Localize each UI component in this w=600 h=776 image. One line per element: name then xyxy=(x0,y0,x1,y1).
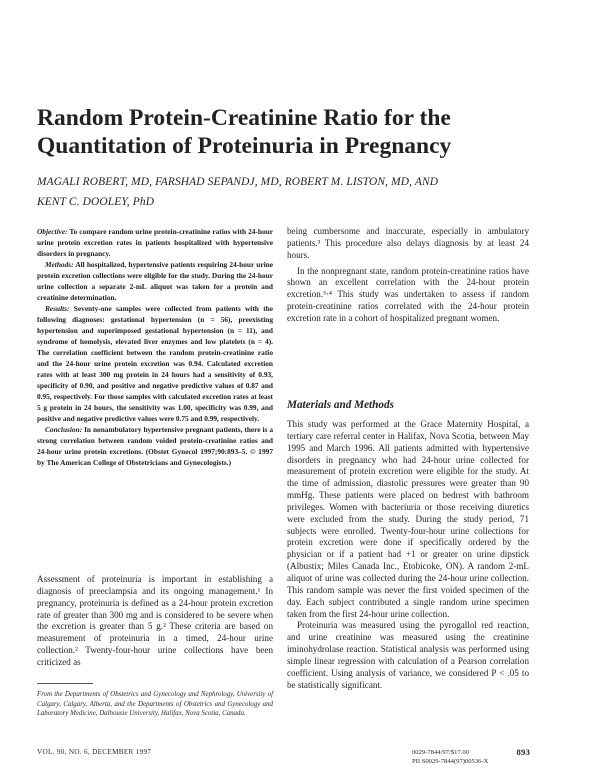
article-title: Random Protein-Creatinine Ratio for the Quantitation of Proteinuria in Pregnancy xyxy=(37,105,452,159)
affiliation-footnote: From the Departments of Obstetrics and Gynecology and Nephrology, University of Calgary, Calgary, Alberta, and the Departments of Obstetrics and Gynecology and Laboratory Medicine, Dalhousie University, Halifax, Nova Scotia, Canada. xyxy=(37,691,273,718)
page-number: 893 xyxy=(516,747,530,757)
author-line: MAGALI ROBERT, MD, FARSHAD SEPANDJ, MD, ROBERT M. LISTON, MD, AND xyxy=(37,176,439,188)
methods-paragraph: Proteinuria was measured using the pyrogallol red reaction, and urine creatinine was measured using the creatinine iminohydrolase reaction. Statistical analysis was performed using simple linear regression with calculation of a Pearson correlation coefficient. Using analysis of variance, we considered P < .05 to be statistically significant. xyxy=(287,620,529,690)
author-list xyxy=(37,172,537,212)
abstract-results: Results: Seventy-one samples were collected from patients with the following diagnoses: gestational hypertension (n = 56), preexisting hypertension and superimposed gestational hypertension (n = 11), and syndrome of hemolysis, elevated liver enzymes and low platelets (n = 4). The correlation coefficient between the random protein-creatinine ratio and the 24-hour urine protein excretion was 0.94. Calculated excretion rates with at least 300 mg protein in 24 hours had a sensitivity of 0.93, specificity of 0.90, and positive and negative predictive values of 0.87 and 0.95, respectively. For those samples with calculated excretion rates at least 5 g protein in 24 hours, the sensitivity was 1.00, specificity was 0.99, and positive and negative predictive values were 0.75 and 0.99, respectively. xyxy=(37,304,273,423)
footnote-divider xyxy=(37,683,93,684)
abstract-methods: Methods: All hospitalized, hypertensive patients requiring 24-hour urine protein excretion collections were eligible for the study. During the 24-hour urine collection a separate 2-mL aliquot was taken for a protein and creatinine determination. xyxy=(37,260,273,302)
abstract xyxy=(37,226,273,468)
footer-identifiers xyxy=(412,748,530,766)
issn: 0029-7844/97/$17.00 xyxy=(412,749,469,756)
intro-column xyxy=(37,574,273,669)
intro-paragraph: being cumbersome and inaccurate, especially in ambulatory patients.³ This procedure also delays diagnosis by at least 24 hours. xyxy=(287,226,529,260)
abstract-objective: Objective: To compare random urine protein-creatinine ratios with 24-hour urine protein excretion rates in patients hospitalized with hypertensive disorders in pregnancy. xyxy=(37,227,273,258)
abstract-conclusion: Conclusion: In nonambulatory hypertensive pregnant patients, there is a strong correlation between random voided protein-creatinine ratios and 24-hour urine protein excretions. (Obstet Gynecol 1997;90:893–5. © 1997 by The American College of Obstetricians and Gynecologists.) xyxy=(37,425,273,467)
author-line: KENT C. DOOLEY, PhD xyxy=(37,196,155,208)
pii: PII S0029-7844(97)00536-X xyxy=(412,758,489,765)
journal-issue: VOL. 90, NO. 6, DECEMBER 1997 xyxy=(37,748,152,756)
methods-paragraph: This study was performed at the Grace Maternity Hospital, a tertiary care referral center in Halifax, Nova Scotia, between May 1995 and March 1996. All patients admitted with hypertensive disorders in pregnancy who had 24-hour urine collected for measurement of protein excretion were eligible for the study. At the time of admission, diastolic pressures were greater than 90 mmHg. These patients were placed on bedrest with bathroom privileges. Women with bacteriuria or those receiving diuretics were excluded from the study. During the study period, 71 subjects were enrolled. Twenty-four-hour urine collections for protein excretion were done if specifically ordered by the physician or if a patient had +1 or greater on urine dipstick (Albustix; Miles Canada Inc., Etobicoke, ON). A random 2-mL aliquot of urine was collected during the 24-hour urine collection. This random sample was never the first voided specimen of the day. Each subject contributed a single random urine specimen taken from the first 24-hour urine collection. xyxy=(287,419,529,619)
methods-column xyxy=(287,419,529,691)
intro-paragraph: Assessment of proteinuria is important in establishing a diagnosis of preeclampsia and its ongoing management.¹ In pregnancy, proteinuria is defined as a 24-hour protein excretion rate of greater than 300 mg and is considered to be severe when the excretion is greater than 5 g.² These criteria are based on measurement of proteinuria in a timed, 24-hour urine collection.² Twenty-four-hour urine collections have been criticized as xyxy=(37,574,273,667)
intro-paragraph: In the nonpregnant state, random protein-creatinine ratios have shown an excellent correlation with the 24-hour protein excretion.³·⁴ This study was undertaken to assess if random protein-creatinine ratios correlated with the 24-hour protein excretion rate in a cohort of hospitalized pregnant women. xyxy=(287,265,529,323)
section-heading-materials-methods: Materials and Methods xyxy=(287,399,394,411)
intro-continued-column xyxy=(287,226,529,325)
